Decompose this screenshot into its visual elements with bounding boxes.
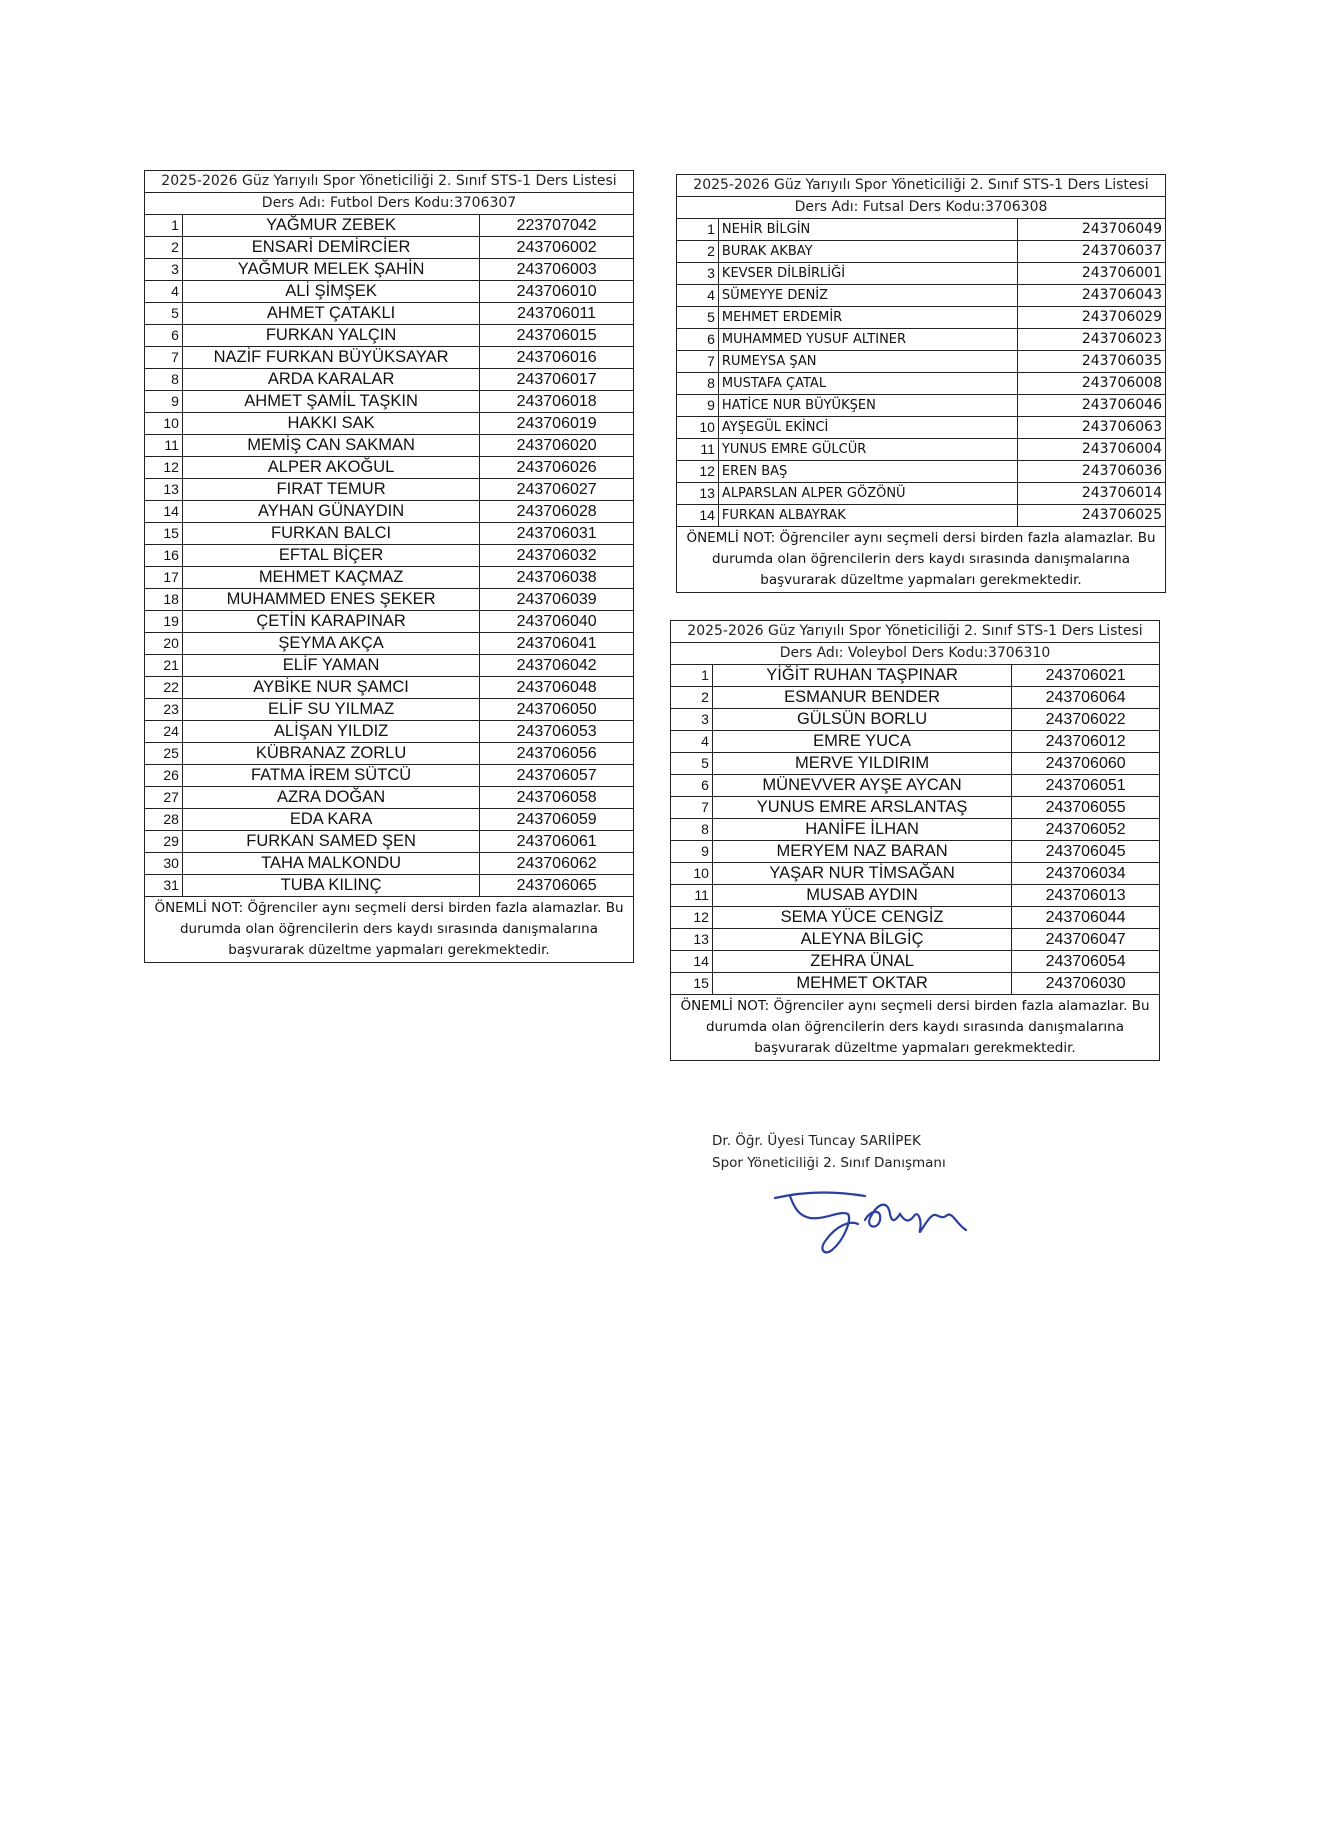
row-number: 3 xyxy=(145,259,183,281)
row-number: 14 xyxy=(145,501,183,523)
student-number: 243706038 xyxy=(480,567,634,589)
futsal-subtitle: Ders Adı: Futsal Ders Kodu:3706308 xyxy=(677,197,1166,219)
table-row xyxy=(145,853,634,875)
advisor-name: Dr. Öğr. Üyesi Tuncay SARIİPEK xyxy=(712,1133,921,1149)
student-name: MEHMET OKTAR xyxy=(712,973,1011,995)
student-name: KEVSER DİLBİRLİĞİ xyxy=(718,263,1017,285)
table-row xyxy=(145,765,634,787)
row-number: 10 xyxy=(677,417,719,439)
student-name: BURAK AKBAY xyxy=(718,241,1017,263)
row-number: 7 xyxy=(677,351,719,373)
student-name: AYŞEGÜL EKİNCİ xyxy=(718,417,1017,439)
student-number: 243706003 xyxy=(480,259,634,281)
row-number: 8 xyxy=(145,369,183,391)
table-row xyxy=(671,885,1160,907)
student-name: YUNUS EMRE GÜLCÜR xyxy=(718,439,1017,461)
student-name: ALİ ŞİMŞEK xyxy=(182,281,479,303)
row-number: 12 xyxy=(671,907,713,929)
student-number: 243706055 xyxy=(1012,797,1160,819)
table-row xyxy=(671,973,1160,995)
student-number: 243706020 xyxy=(480,435,634,457)
student-name: FURKAN SAMED ŞEN xyxy=(182,831,479,853)
row-number: 3 xyxy=(671,709,713,731)
table-row xyxy=(145,787,634,809)
student-name: HATİCE NUR BÜYÜKŞEN xyxy=(718,395,1017,417)
student-number: 243706012 xyxy=(1012,731,1160,753)
student-name: MERVE YILDIRIM xyxy=(712,753,1011,775)
futbol-title: 2025-2026 Güz Yarıyılı Spor Yöneticiliği 2. Sınıf STS-1 Ders Listesi xyxy=(145,171,634,193)
row-number: 6 xyxy=(671,775,713,797)
row-number: 2 xyxy=(677,241,719,263)
student-number: 243706037 xyxy=(1018,241,1166,263)
student-number: 243706031 xyxy=(480,523,634,545)
student-number: 243706060 xyxy=(1012,753,1160,775)
student-number: 243706036 xyxy=(1018,461,1166,483)
student-name: MERYEM NAZ BARAN xyxy=(712,841,1011,863)
row-number: 9 xyxy=(671,841,713,863)
student-number: 243706043 xyxy=(1018,285,1166,307)
voleybol-subtitle: Ders Adı: Voleybol Ders Kodu:3706310 xyxy=(671,643,1160,665)
table-row xyxy=(671,665,1160,687)
table-row xyxy=(677,219,1166,241)
table-row xyxy=(677,483,1166,505)
row-number: 8 xyxy=(677,373,719,395)
student-number: 243706023 xyxy=(1018,329,1166,351)
row-number: 9 xyxy=(677,395,719,417)
student-number: 243706061 xyxy=(480,831,634,853)
table-row xyxy=(145,479,634,501)
row-number: 7 xyxy=(671,797,713,819)
table-row xyxy=(677,417,1166,439)
futsal-note: ÖNEMLİ NOT: Öğrenciler aynı seçmeli dersi birden fazla alamazlar. Bu durumda olan öğrencilerin ders kaydı sırasında danışmalarına başvurarak düzeltme yapmaları gerekmektedir. xyxy=(677,527,1166,593)
table-row xyxy=(145,743,634,765)
table-row xyxy=(677,505,1166,527)
student-number: 243706013 xyxy=(1012,885,1160,907)
row-number: 9 xyxy=(145,391,183,413)
student-name: MEHMET ERDEMİR xyxy=(718,307,1017,329)
student-number: 243706059 xyxy=(480,809,634,831)
student-number: 223707042 xyxy=(480,215,634,237)
table-row xyxy=(145,303,634,325)
table-row xyxy=(677,395,1166,417)
student-number: 243706042 xyxy=(480,655,634,677)
student-name: ŞEYMA AKÇA xyxy=(182,633,479,655)
row-number: 23 xyxy=(145,699,183,721)
row-number: 15 xyxy=(671,973,713,995)
row-number: 12 xyxy=(145,457,183,479)
student-number: 243706029 xyxy=(1018,307,1166,329)
student-number: 243706019 xyxy=(480,413,634,435)
student-name: ENSARİ DEMİRCİER xyxy=(182,237,479,259)
row-number: 5 xyxy=(145,303,183,325)
table-row xyxy=(677,373,1166,395)
table-row xyxy=(145,391,634,413)
table-row xyxy=(145,677,634,699)
row-number: 22 xyxy=(145,677,183,699)
futbol-note: ÖNEMLİ NOT: Öğrenciler aynı seçmeli dersi birden fazla alamazlar. Bu durumda olan öğrencilerin ders kaydı sırasında danışmalarına başvurarak düzeltme yapmaları gerekmektedir. xyxy=(145,897,634,963)
row-number: 19 xyxy=(145,611,183,633)
student-number: 243706048 xyxy=(480,677,634,699)
student-number: 243706016 xyxy=(480,347,634,369)
row-number: 16 xyxy=(145,545,183,567)
student-number: 243706063 xyxy=(1018,417,1166,439)
student-number: 243706034 xyxy=(1012,863,1160,885)
student-name: KÜBRANAZ ZORLU xyxy=(182,743,479,765)
student-number: 243706052 xyxy=(1012,819,1160,841)
row-number: 4 xyxy=(677,285,719,307)
student-number: 243706026 xyxy=(480,457,634,479)
student-number: 243706047 xyxy=(1012,929,1160,951)
student-name: ALEYNA BİLGİÇ xyxy=(712,929,1011,951)
advisor-role: Spor Yöneticiliği 2. Sınıf Danışmanı xyxy=(712,1155,946,1171)
student-name: ELİF SU YILMAZ xyxy=(182,699,479,721)
student-name: MUSAB AYDIN xyxy=(712,885,1011,907)
row-number: 13 xyxy=(671,929,713,951)
voleybol-note: ÖNEMLİ NOT: Öğrenciler aynı seçmeli dersi birden fazla alamazlar. Bu durumda olan öğrencilerin ders kaydı sırasında danışmalarına başvurarak düzeltme yapmaları gerekmektedir. xyxy=(671,995,1160,1061)
row-number: 1 xyxy=(145,215,183,237)
row-number: 2 xyxy=(145,237,183,259)
student-name: AZRA DOĞAN xyxy=(182,787,479,809)
student-number: 243706028 xyxy=(480,501,634,523)
table-row xyxy=(671,709,1160,731)
row-number: 11 xyxy=(145,435,183,457)
student-name: YİĞİT RUHAN TAŞPINAR xyxy=(712,665,1011,687)
student-name: EMRE YUCA xyxy=(712,731,1011,753)
table-row xyxy=(145,435,634,457)
student-name: HAKKI SAK xyxy=(182,413,479,435)
table-row xyxy=(671,863,1160,885)
student-number: 243706022 xyxy=(1012,709,1160,731)
voleybol-rows xyxy=(671,621,1160,995)
futbol-rows xyxy=(145,171,634,897)
student-name: YAŞAR NUR TİMSAĞAN xyxy=(712,863,1011,885)
student-number: 243706051 xyxy=(1012,775,1160,797)
futsal-list-table xyxy=(676,174,1166,593)
table-row xyxy=(145,501,634,523)
table-row xyxy=(145,567,634,589)
student-number: 243706001 xyxy=(1018,263,1166,285)
student-name: MUSTAFA ÇATAL xyxy=(718,373,1017,395)
student-number: 243706010 xyxy=(480,281,634,303)
student-number: 243706018 xyxy=(480,391,634,413)
student-number: 243706039 xyxy=(480,589,634,611)
table-row xyxy=(145,457,634,479)
row-number: 2 xyxy=(671,687,713,709)
row-number: 6 xyxy=(145,325,183,347)
row-number: 12 xyxy=(677,461,719,483)
student-name: MUHAMMED ENES ŞEKER xyxy=(182,589,479,611)
table-row xyxy=(145,831,634,853)
table-row xyxy=(677,351,1166,373)
table-row xyxy=(671,841,1160,863)
student-name: HANİFE İLHAN xyxy=(712,819,1011,841)
table-row xyxy=(677,241,1166,263)
student-number: 243706004 xyxy=(1018,439,1166,461)
student-name: MUHAMMED YUSUF ALTINER xyxy=(718,329,1017,351)
student-name: ESMANUR BENDER xyxy=(712,687,1011,709)
futbol-subtitle: Ders Adı: Futbol Ders Kodu:3706307 xyxy=(145,193,634,215)
row-number: 5 xyxy=(677,307,719,329)
row-number: 4 xyxy=(145,281,183,303)
voleybol-list-table xyxy=(670,620,1160,1061)
student-name: FURKAN ALBAYRAK xyxy=(718,505,1017,527)
student-number: 243706046 xyxy=(1018,395,1166,417)
table-row xyxy=(145,633,634,655)
row-number: 4 xyxy=(671,731,713,753)
row-number: 30 xyxy=(145,853,183,875)
student-name: RUMEYSA ŞAN xyxy=(718,351,1017,373)
table-row xyxy=(145,875,634,897)
row-number: 3 xyxy=(677,263,719,285)
table-row xyxy=(671,731,1160,753)
student-name: AYHAN GÜNAYDIN xyxy=(182,501,479,523)
student-name: YAĞMUR MELEK ŞAHİN xyxy=(182,259,479,281)
student-name: ZEHRA ÜNAL xyxy=(712,951,1011,973)
student-name: EDA KARA xyxy=(182,809,479,831)
student-name: YUNUS EMRE ARSLANTAŞ xyxy=(712,797,1011,819)
table-row xyxy=(677,461,1166,483)
row-number: 14 xyxy=(671,951,713,973)
student-name: ALPER AKOĞUL xyxy=(182,457,479,479)
row-number: 25 xyxy=(145,743,183,765)
table-row xyxy=(145,369,634,391)
table-row xyxy=(677,307,1166,329)
row-number: 13 xyxy=(677,483,719,505)
table-row xyxy=(145,809,634,831)
row-number: 10 xyxy=(671,863,713,885)
row-number: 1 xyxy=(677,219,719,241)
student-number: 243706053 xyxy=(480,721,634,743)
row-number: 26 xyxy=(145,765,183,787)
futsal-title: 2025-2026 Güz Yarıyılı Spor Yöneticiliği 2. Sınıf STS-1 Ders Listesi xyxy=(677,175,1166,197)
table-row xyxy=(145,611,634,633)
voleybol-title: 2025-2026 Güz Yarıyılı Spor Yöneticiliği 2. Sınıf STS-1 Ders Listesi xyxy=(671,621,1160,643)
student-name: FURKAN BALCI xyxy=(182,523,479,545)
student-number: 243706045 xyxy=(1012,841,1160,863)
table-row xyxy=(145,413,634,435)
futsal-rows xyxy=(677,175,1166,527)
student-number: 243706065 xyxy=(480,875,634,897)
row-number: 1 xyxy=(671,665,713,687)
student-name: GÜLSÜN BORLU xyxy=(712,709,1011,731)
student-number: 243706008 xyxy=(1018,373,1166,395)
row-number: 20 xyxy=(145,633,183,655)
table-row xyxy=(145,545,634,567)
row-number: 6 xyxy=(677,329,719,351)
row-number: 31 xyxy=(145,875,183,897)
table-row xyxy=(677,439,1166,461)
row-number: 29 xyxy=(145,831,183,853)
student-name: ALPARSLAN ALPER GÖZÖNÜ xyxy=(718,483,1017,505)
student-number: 243706021 xyxy=(1012,665,1160,687)
row-number: 15 xyxy=(145,523,183,545)
row-number: 14 xyxy=(677,505,719,527)
handwritten-signature xyxy=(770,1180,980,1260)
row-number: 28 xyxy=(145,809,183,831)
student-number: 243706062 xyxy=(480,853,634,875)
table-row xyxy=(145,325,634,347)
student-name: EREN BAŞ xyxy=(718,461,1017,483)
student-name: SÜMEYYE DENİZ xyxy=(718,285,1017,307)
student-name: FURKAN YALÇIN xyxy=(182,325,479,347)
table-row xyxy=(145,281,634,303)
table-row xyxy=(671,951,1160,973)
student-name: EFTAL BİÇER xyxy=(182,545,479,567)
table-row xyxy=(145,237,634,259)
table-row xyxy=(145,699,634,721)
student-name: ALİŞAN YILDIZ xyxy=(182,721,479,743)
student-number: 243706054 xyxy=(1012,951,1160,973)
row-number: 11 xyxy=(671,885,713,907)
table-row xyxy=(145,721,634,743)
student-name: ÇETİN KARAPINAR xyxy=(182,611,479,633)
student-name: YAĞMUR ZEBEK xyxy=(182,215,479,237)
row-number: 21 xyxy=(145,655,183,677)
student-number: 243706025 xyxy=(1018,505,1166,527)
row-number: 27 xyxy=(145,787,183,809)
student-name: AYBİKE NUR ŞAMCI xyxy=(182,677,479,699)
student-name: AHMET ÇATAKLI xyxy=(182,303,479,325)
table-row xyxy=(145,259,634,281)
table-row xyxy=(671,753,1160,775)
student-number: 243706030 xyxy=(1012,973,1160,995)
student-number: 243706032 xyxy=(480,545,634,567)
student-name: AHMET ŞAMİL TAŞKIN xyxy=(182,391,479,413)
row-number: 18 xyxy=(145,589,183,611)
row-number: 24 xyxy=(145,721,183,743)
table-row xyxy=(677,285,1166,307)
student-number: 243706057 xyxy=(480,765,634,787)
student-number: 243706027 xyxy=(480,479,634,501)
student-number: 243706035 xyxy=(1018,351,1166,373)
student-name: ELİF YAMAN xyxy=(182,655,479,677)
student-name: NAZİF FURKAN BÜYÜKSAYAR xyxy=(182,347,479,369)
student-number: 243706050 xyxy=(480,699,634,721)
table-row xyxy=(677,263,1166,285)
student-name: NEHİR BİLGİN xyxy=(718,219,1017,241)
student-name: ARDA KARALAR xyxy=(182,369,479,391)
row-number: 17 xyxy=(145,567,183,589)
table-row xyxy=(677,329,1166,351)
student-name: MÜNEVVER AYŞE AYCAN xyxy=(712,775,1011,797)
table-row xyxy=(671,907,1160,929)
student-number: 243706044 xyxy=(1012,907,1160,929)
futbol-list-table xyxy=(144,170,634,963)
table-row xyxy=(671,687,1160,709)
student-number: 243706049 xyxy=(1018,219,1166,241)
student-number: 243706017 xyxy=(480,369,634,391)
row-number: 11 xyxy=(677,439,719,461)
row-number: 7 xyxy=(145,347,183,369)
student-name: MEHMET KAÇMAZ xyxy=(182,567,479,589)
student-name: SEMA YÜCE CENGİZ xyxy=(712,907,1011,929)
student-number: 243706014 xyxy=(1018,483,1166,505)
student-number: 243706064 xyxy=(1012,687,1160,709)
table-row xyxy=(145,523,634,545)
advisor-signature-block xyxy=(712,1130,946,1174)
student-number: 243706058 xyxy=(480,787,634,809)
student-name: FATMA İREM SÜTCÜ xyxy=(182,765,479,787)
table-row xyxy=(145,347,634,369)
student-name: MEMİŞ CAN SAKMAN xyxy=(182,435,479,457)
table-row xyxy=(145,589,634,611)
table-row xyxy=(671,775,1160,797)
table-row xyxy=(671,929,1160,951)
student-number: 243706015 xyxy=(480,325,634,347)
table-row xyxy=(671,797,1160,819)
table-row xyxy=(671,819,1160,841)
student-name: TAHA MALKONDU xyxy=(182,853,479,875)
student-name: FIRAT TEMUR xyxy=(182,479,479,501)
student-number: 243706041 xyxy=(480,633,634,655)
student-number: 243706056 xyxy=(480,743,634,765)
row-number: 10 xyxy=(145,413,183,435)
row-number: 13 xyxy=(145,479,183,501)
row-number: 5 xyxy=(671,753,713,775)
row-number: 8 xyxy=(671,819,713,841)
student-name: TUBA KILINÇ xyxy=(182,875,479,897)
table-row xyxy=(145,655,634,677)
student-number: 243706002 xyxy=(480,237,634,259)
student-number: 243706040 xyxy=(480,611,634,633)
student-number: 243706011 xyxy=(480,303,634,325)
table-row xyxy=(145,215,634,237)
